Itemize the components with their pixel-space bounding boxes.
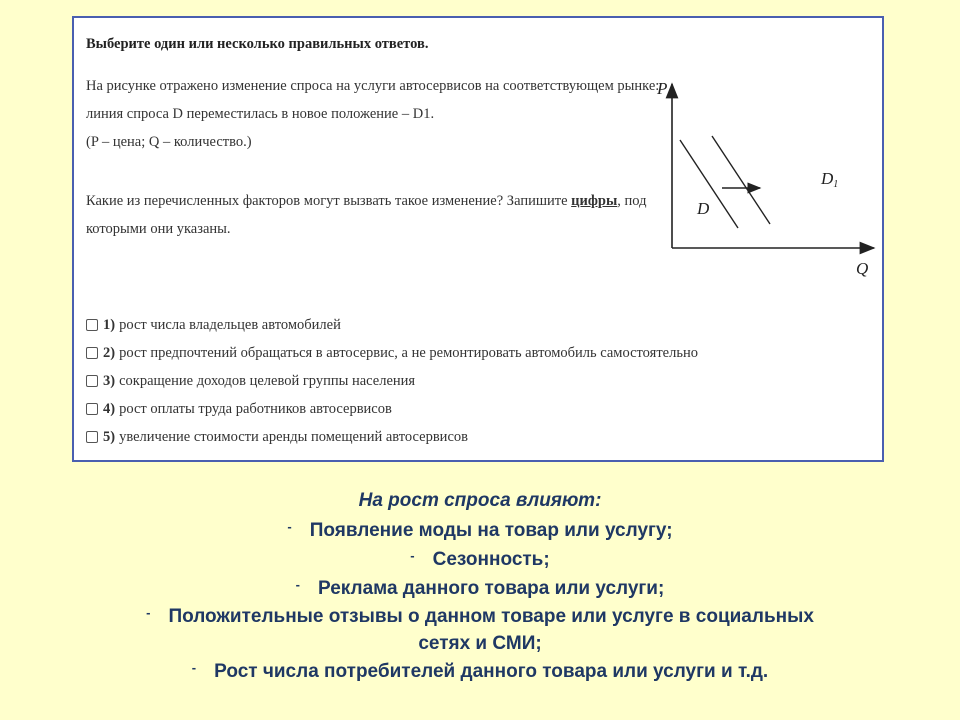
- option-2-text: рост предпочтений обращаться в автосервис, а не ремонтировать автомобиль самостоятельно: [119, 344, 698, 361]
- option-2-checkbox[interactable]: [86, 347, 98, 359]
- answer-item-3-text: Реклама данного товара или услуги;: [318, 578, 665, 599]
- answer-item-1: [0, 516, 960, 545]
- option-1-text: рост числа владельцев автомобилей: [119, 316, 341, 333]
- question-heading: Выберите один или несколько правильных ответов.: [86, 36, 429, 52]
- options-list: [86, 311, 698, 451]
- question-line-4: [86, 193, 647, 210]
- option-5-checkbox[interactable]: [86, 431, 98, 443]
- answer-item-4-text: Положительные отзывы о данном товаре или услуге в социальных: [168, 606, 814, 627]
- curve-d1-label: [820, 169, 838, 190]
- question-line-2: линия спроса D переместилась в новое положение – D1.: [86, 106, 435, 122]
- option-4-text: рост оплаты труда работников автосервисов: [119, 400, 392, 417]
- option-4-checkbox[interactable]: [86, 403, 98, 415]
- answer-item-1-text: Появление моды на товар или услугу;: [309, 520, 673, 541]
- dash-marker: -: [287, 519, 292, 534]
- answer-item-4-continued: сетях и СМИ;: [418, 633, 542, 654]
- answer-item-5-text: Рост числа потребителей данного товара или услуги и т.д.: [214, 661, 769, 682]
- price-axis-label: P: [657, 79, 668, 98]
- curve-d1-subscript: 1: [833, 179, 839, 190]
- question-panel: [72, 16, 884, 462]
- answer-item-2-text: Сезонность;: [432, 549, 550, 570]
- question-line-5: которыми они указаны.: [86, 221, 231, 237]
- dash-marker: -: [191, 660, 197, 675]
- answer-title: На рост спроса влияют:: [358, 490, 602, 511]
- demand-curve-d1: [712, 136, 770, 224]
- quantity-axis-label: Q: [856, 259, 869, 278]
- option-3-number: 3): [103, 372, 116, 389]
- dash-marker: -: [295, 577, 300, 592]
- answer-section: [0, 486, 960, 686]
- option-5[interactable]: [86, 423, 698, 451]
- option-1-checkbox[interactable]: [86, 319, 98, 331]
- answer-item-3: [0, 574, 960, 603]
- option-1-number: 1): [103, 316, 116, 333]
- question-line-1: На рисунке отражено изменение спроса на услуги автосервисов на соответствующем рынке:: [86, 78, 660, 94]
- option-1[interactable]: [86, 311, 698, 339]
- question-line-3: (P – цена; Q – количество.): [86, 134, 252, 150]
- option-2-number: 2): [103, 344, 116, 361]
- question-keyword: цифры: [571, 193, 618, 209]
- answer-item-2: [0, 545, 960, 574]
- option-2[interactable]: [86, 339, 698, 367]
- dash-marker: -: [146, 605, 151, 620]
- curve-d1-letter: D: [821, 169, 834, 188]
- option-3[interactable]: [86, 367, 698, 395]
- answer-item-4: [0, 603, 960, 630]
- option-3-checkbox[interactable]: [86, 375, 98, 387]
- option-3-text: сокращение доходов целевой группы населения: [119, 372, 416, 389]
- demand-shift-graph: [652, 74, 882, 304]
- option-4-number: 4): [103, 400, 116, 417]
- answer-item-5: [0, 657, 960, 686]
- dash-marker: -: [410, 548, 415, 563]
- option-5-text: увеличение стоимости аренды помещений автосервисов: [119, 428, 468, 445]
- option-5-number: 5): [103, 428, 116, 445]
- question-line-4-start: Какие из перечисленных факторов могут вызвать такое изменение? Запишите: [86, 193, 572, 209]
- curve-d-label: D: [697, 199, 710, 218]
- question-line-4-end: , под: [617, 193, 647, 209]
- option-4[interactable]: [86, 395, 698, 423]
